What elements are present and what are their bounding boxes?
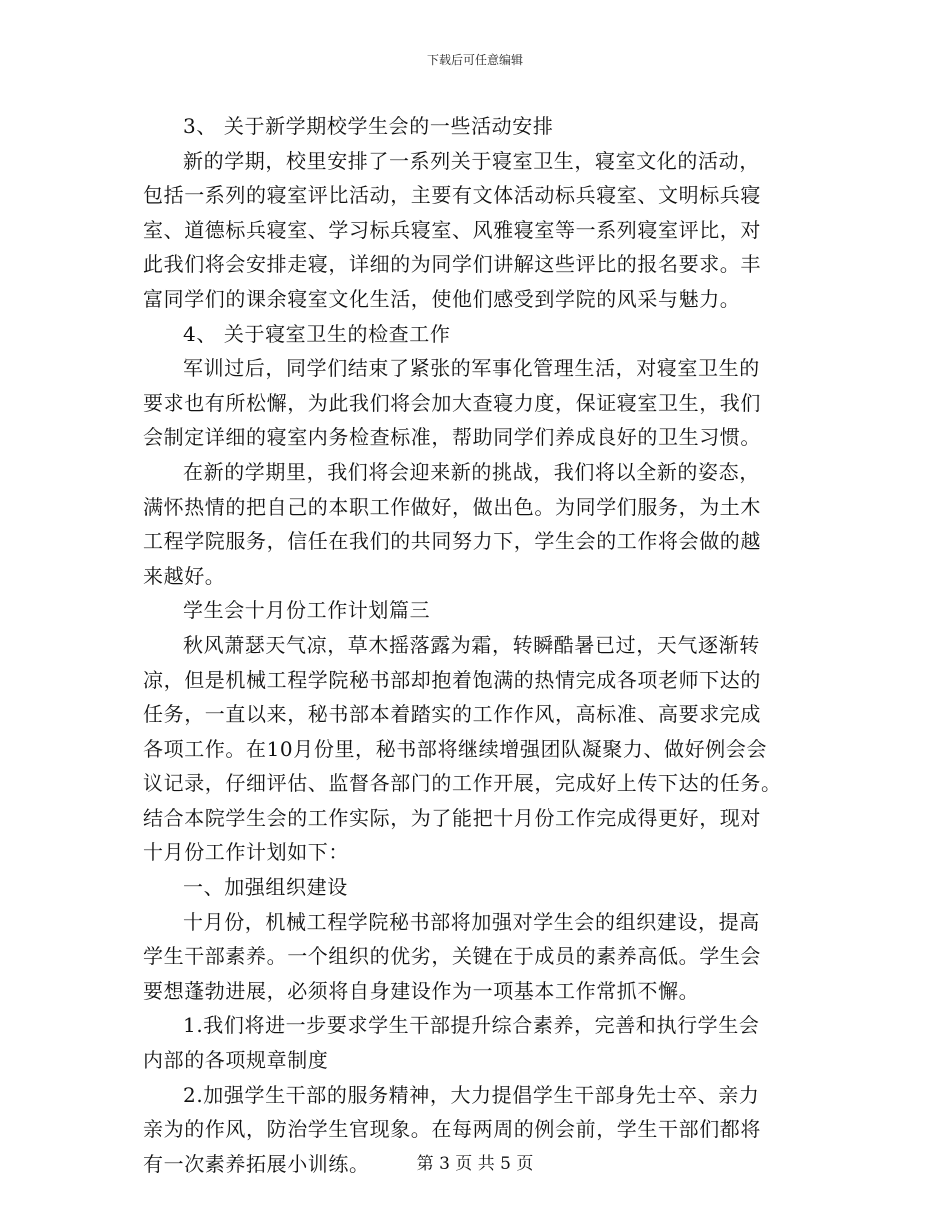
text-line: 一、加强组织建设	[183, 875, 348, 900]
text-line: 在新的学期里，我们将会迎来新的挑战，我们将以全新的姿态，	[183, 459, 760, 484]
text-line: 十月份工作计划如下：	[143, 840, 349, 865]
text-line: 此我们将会安排走寝，详细的为同学们讲解这些评比的报名要求。丰	[143, 252, 761, 277]
text-line: 学生会十月份工作计划篇三	[183, 598, 431, 623]
text-line: 工程学院服务，信任在我们的共同努力下，学生会的工作将会做的越	[143, 529, 761, 554]
text-line: 十月份，机械工程学院秘书部将加强对学生会的组织建设，提高	[183, 909, 760, 934]
text-line: 凉，但是机械工程学院秘书部却抱着饱满的热情完成各项老师下达的	[143, 667, 761, 692]
text-line: 议记录，仔细评估、监督各部门的工作开展，完成好上传下达的任务。	[143, 771, 782, 796]
text-line: 新的学期，校里安排了一系列关于寝室卫生，寝室文化的活动，	[183, 148, 760, 173]
text-line: 来越好。	[143, 563, 226, 588]
text-line: 2.加强学生干部的服务精神，大力提倡学生干部身先士卒、亲力	[183, 1082, 760, 1107]
text-line: 学生干部素养。一个组织的优劣，关键在于成员的素养高低。学生会	[143, 944, 761, 969]
text-line: 有一次素养拓展小训练。	[143, 1151, 370, 1176]
text-line: 军训过后，同学们结束了紧张的军事化管理生活，对寝室卫生的	[183, 356, 760, 381]
text-line: 任务，一直以来，秘书部本着踏实的工作作风，高标准、高要求完成	[143, 702, 761, 727]
text-line: 4、 关于寝室卫生的检查工作	[183, 321, 451, 346]
document-body	[143, 109, 807, 1181]
text-line: 1.我们将进一步要求学生干部提升综合素养，完善和执行学生会	[183, 1013, 760, 1038]
text-line: 亲为的作风，防治学生官现象。在每两周的例会前，学生干部们都将	[143, 1117, 761, 1142]
text-line: 内部的各项规章制度	[143, 1048, 329, 1073]
text-line: 3、 关于新学期校学生会的一些活动安排	[183, 114, 554, 138]
text-line: 结合本院学生会的工作实际，为了能把十月份工作完成得更好，现对	[143, 805, 761, 830]
text-line: 会制定详细的寝室内务检查标准，帮助同学们养成良好的卫生习惯。	[143, 425, 761, 450]
page-number: 第 3 页 共 5 页	[416, 1154, 534, 1174]
text-line: 要想蓬勃进展，必须将自身建设作为一项基本工作常抓不懈。	[143, 978, 700, 1003]
page-header: 下载后可任意编辑	[426, 53, 523, 67]
text-line: 要求也有所松懈，为此我们将会加大查寝力度，保证寝室卫生，我们	[143, 390, 761, 415]
text-line: 秋风萧瑟天气凉，草木摇落露为霜，转瞬酷暑已过，天气逐渐转	[183, 632, 760, 657]
text-line: 包括一系列的寝室评比活动，主要有文体活动标兵寝室、文明标兵寝	[143, 183, 761, 208]
text-line: 室、道德标兵寝室、学习标兵寝室、风雅寝室等一系列寝室评比，对	[143, 217, 761, 242]
text-line: 富同学们的课余寝室文化生活，使他们感受到学院的风采与魅力。	[143, 286, 741, 311]
text-line: 各项工作。在10月份里，秘书部将继续增强团队凝聚力、做好例会会	[143, 736, 768, 761]
text-line: 满怀热情的把自己的本职工作做好，做出色。为同学们服务，为土木	[143, 494, 761, 519]
